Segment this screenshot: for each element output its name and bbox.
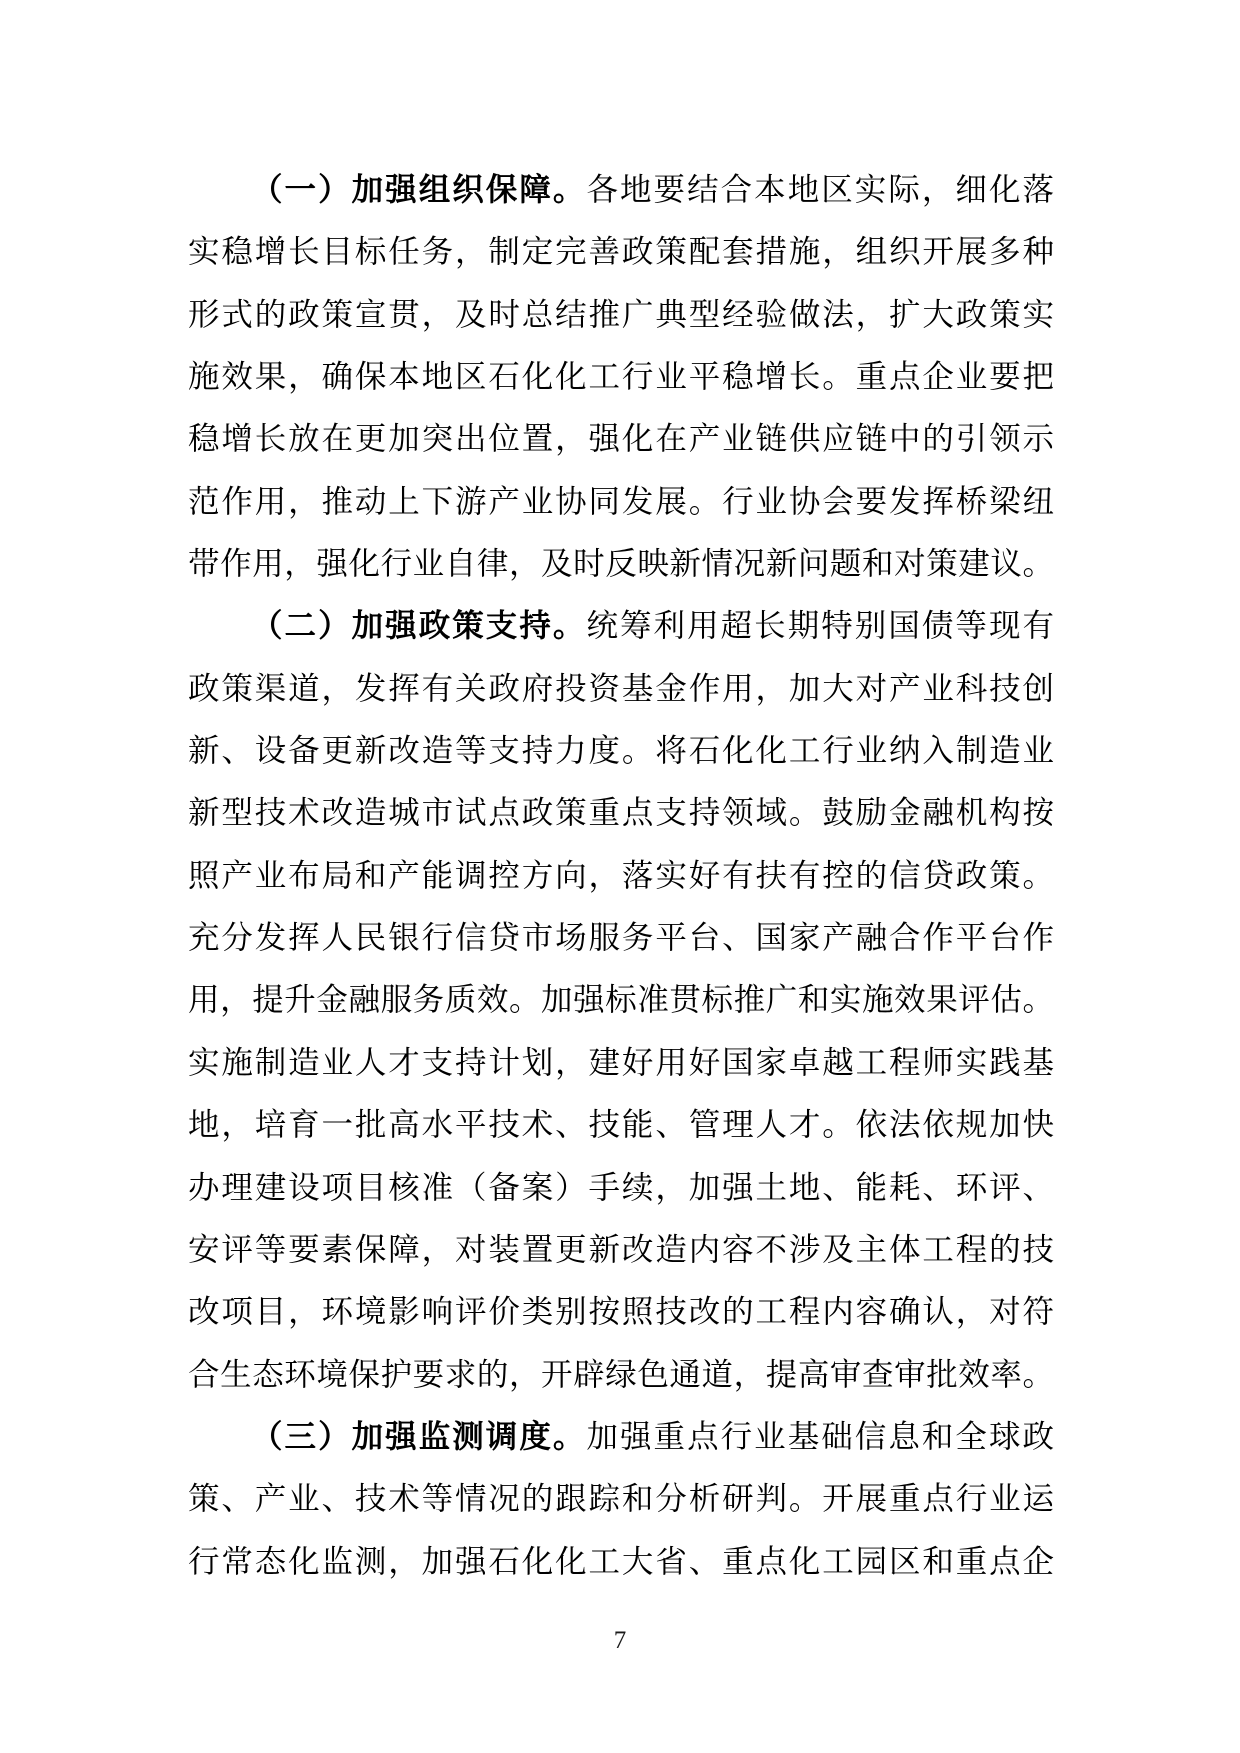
paragraph-1-heading: （一）加强组织保障。 [251,172,587,207]
paragraph-3-line: 策、产业、技术等情况的跟踪和分析研判。开展重点行业运 [188,1481,1054,1517]
paragraph-1-first-line [188,159,1054,221]
paragraph-3-first-text: 加强重点行业基础信息和全球政 [586,1418,1054,1454]
paragraph-2-line: 实施制造业人才支持计划，建好用好国家卓越工程师实践基 [188,1044,1054,1080]
paragraph-1-line: 稳增长放在更加突出位置，强化在产业链供应链中的引领示 [188,421,1054,457]
paragraph-2-line: 照产业布局和产能调控方向，落实好有扶有控的信贷政策。 [188,857,1054,893]
paragraph-2-line: 安评等要素保障，对装置更新改造内容不涉及主体工程的技 [188,1231,1054,1267]
paragraph-2-line: 新型技术改造城市试点政策重点支持领域。鼓励金融机构按 [188,795,1054,831]
paragraph-2-line: 政策渠道，发挥有关政府投资基金作用，加大对产业科技创 [188,670,1054,706]
paragraph-1-first-text: 各地要结合本地区实际，细化落 [586,172,1054,207]
paragraph-2-line: 合生态环境保护要求的，开辟绿色通道，提高审查审批效率。 [188,1356,1054,1392]
paragraph-2-line: 办理建设项目核准（备案）手续，加强土地、能耗、环评、 [188,1169,1054,1205]
paragraph-3-heading: （三）加强监测调度。 [251,1418,587,1454]
paragraph-2-first-line [188,595,1054,657]
paragraph-1-line: 带作用，强化行业自律，及时反映新情况新问题和对策建议。 [188,546,1054,582]
paragraph-2-line: 地，培育一批高水平技术、技能、管理人才。依法依规加快 [188,1107,1054,1143]
paragraph-2-line: 用，提升金融服务质效。加强标准贯标推广和实施效果评估。 [188,982,1054,1018]
paragraph-2-line: 改项目，环境影响评价类别按照技改的工程内容确认，对符 [188,1294,1054,1330]
page-number: 7 [613,1627,627,1654]
paragraph-2-line: 充分发挥人民银行信贷市场服务平台、国家产融合作平台作 [188,920,1054,956]
paragraph-3-first-line [188,1406,1054,1468]
paragraph-1-line: 形式的政策宣贯，及时总结推广典型经验做法，扩大政策实 [188,296,1054,332]
paragraph-1-line: 范作用，推动上下游产业协同发展。行业协会要发挥桥梁纽 [188,483,1054,519]
paragraph-1-line: 实稳增长目标任务，制定完善政策配套措施，组织开展多种 [188,234,1054,270]
paragraph-2-line: 新、设备更新改造等支持力度。将石化化工行业纳入制造业 [188,733,1054,769]
document-body [188,159,1054,1593]
paragraph-2-heading: （二）加强政策支持。 [251,608,587,644]
paragraph-1-line: 施效果，确保本地区石化化工行业平稳增长。重点企业要把 [188,359,1054,395]
paragraph-2-first-text: 统筹利用超长期特别国债等现有 [586,608,1054,644]
paragraph-3-line: 行常态化监测，加强石化化工大省、重点化工园区和重点企 [188,1543,1054,1579]
